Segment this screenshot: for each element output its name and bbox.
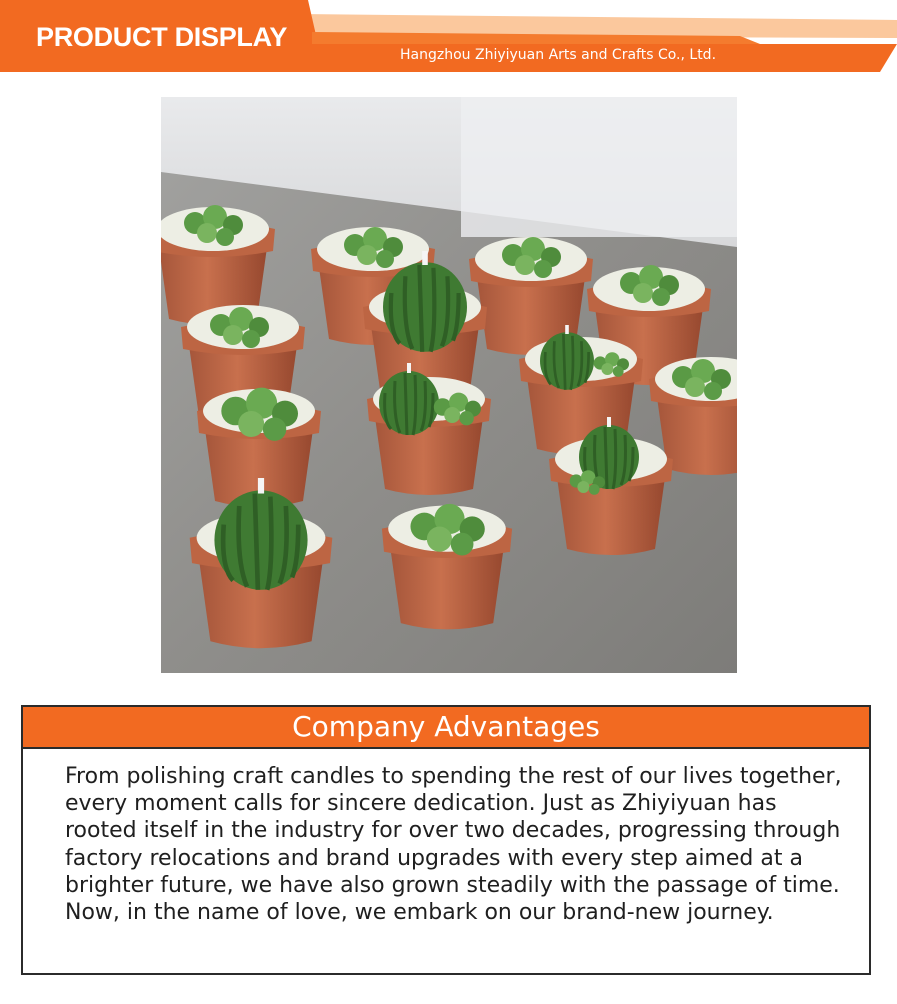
product-photo xyxy=(161,97,737,673)
company-advantages-panel xyxy=(21,705,871,975)
advantages-text: From polishing craft candles to spending the rest of our lives together, every moment calls for sincere dedication. Just as Zhiyiyuan has rooted itself in the industry for over two decades, progressing through factory relocations and brand upgrades with every step aimed at a brighter future, we have also grown steadily with the passage of time. Now, in the name of love, we embark on our brand-new journey. xyxy=(65,764,842,926)
advantages-header xyxy=(23,707,869,749)
advantages-title: Company Advantages xyxy=(292,710,600,743)
company-name: Hangzhou Zhiyiyuan Arts and Crafts Co., Ltd. xyxy=(400,47,717,63)
page-title: PRODUCT DISPLAY xyxy=(36,22,288,52)
